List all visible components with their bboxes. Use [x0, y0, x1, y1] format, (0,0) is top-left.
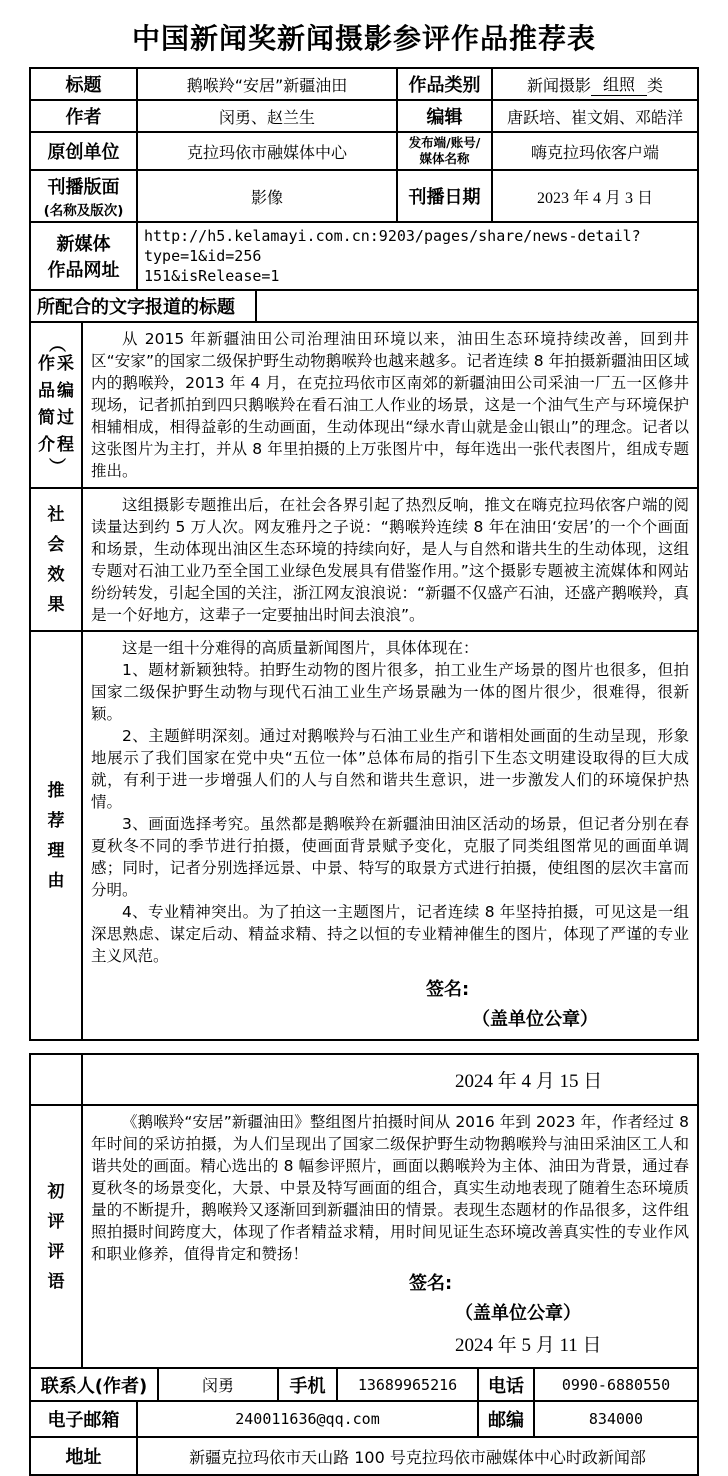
reason-paragraph-1: 1、题材新颖独特。拍野生动物的图片很多，拍工业生产场景的图片也很多，但拍国家二级保护野生动物与现代石油工业生产场景融为一体的图片很少，很难得，很新颖。 — [91, 661, 689, 723]
intro-bracket-open: （ — [46, 335, 66, 353]
address-label: 地址 — [31, 1438, 138, 1474]
zip-value: 834000 — [588, 1410, 644, 1428]
row-title-category — [31, 69, 697, 101]
main-info-table — [29, 67, 699, 1041]
row-report-title — [31, 291, 697, 323]
pubdate-value: 2023 年 4 月 3 日 — [536, 189, 653, 207]
intro-bracket-close: ） — [46, 457, 66, 475]
reason-sign-block — [426, 975, 689, 1035]
reason-label-chars: 推荐理由 — [47, 780, 65, 891]
layout-value: 影像 — [138, 171, 398, 221]
review-text-cell — [83, 1106, 697, 1367]
title-value: 鹅喉羚“安居”新疆油田 — [138, 69, 398, 99]
phone-label: 电话 — [479, 1369, 535, 1400]
review-label-chars: 初评评语 — [47, 1181, 65, 1292]
reason-paragraph-2: 2、主题鲜明深刻。通过对鹅喉羚与石油工业生产和谐相处画面的生动呈现，形象地展示了我们国家在党中央“五位一体”总体布局的指引下生态文明建设取得的巨大成就，有利于进一步增强人们的人与自然和谐共生意识，进一步激发人们的环境保护热情。 — [91, 727, 689, 811]
report-title-label: 所配合的文字报道的标题 — [31, 291, 257, 321]
row-review-date1 — [31, 1055, 697, 1106]
layout-label — [31, 171, 138, 221]
layout-label-sub: (名称及版次) — [43, 203, 124, 219]
review-contact-table — [29, 1053, 699, 1476]
reason-paragraph-3: 3、画面选择考究。虽然都是鹅喉羚在新疆油田油区活动的场景，但记者分别在春夏秋冬不同的季节进行拍摄，使画面背景赋予变化，克服了同类组图常见的画面单调感；同时，记者分别选择远景、中景、特写的取景方式进行拍摄，使组图的层次丰富而分明。 — [91, 815, 689, 899]
url-line2: 151&isRelease=1 — [144, 267, 280, 285]
url-label-line1: 新媒体 — [56, 234, 111, 255]
platform-label-line1: 发布端/账号/ — [408, 135, 481, 150]
intro-label — [31, 323, 83, 487]
url-value — [138, 223, 697, 289]
org-value: 克拉玛依市融媒体中心 — [138, 133, 398, 169]
mobile-label: 手机 — [279, 1369, 338, 1400]
reason-label — [31, 632, 83, 1039]
title-label: 标题 — [31, 69, 138, 99]
intro-text-cell — [83, 323, 697, 487]
contact-value: 闵勇 — [159, 1369, 279, 1400]
reason-text-cell — [83, 632, 697, 1039]
platform-label-line2: 媒体名称 — [419, 151, 470, 166]
category-underlined-value: 组照 — [591, 72, 647, 96]
effect-label-chars: 社会效果 — [47, 504, 65, 615]
report-title-value — [257, 291, 697, 321]
effect-label — [31, 489, 83, 630]
org-label: 原创单位 — [31, 133, 138, 169]
review-sign-block — [409, 1269, 689, 1363]
platform-value: 嗨克拉玛依客户端 — [530, 142, 659, 162]
intro-paragraph: 从 2015 年新疆油田公司治理油田环境以来，油田生态环境持续改善，回到井区“安家”的国家二级保护野生动物鹅喉羚也越来越多。记者连续 8 年拍摄新疆油田区域内的鹅喉羚，2013 年 4 月，在克拉玛依市区南郊的新疆油田公司采油一厂五一区修井现场，记者抓拍到四只鹅喉羚在看石油工人作业的场景，这是一个油气生产与环境保护相辅相成，相得益彰的生动画面，生动体现出“绿水青山就是金山银山”的理念。记者以这张图片为主打，并从 8 年里拍摄的上万张图片中，每年选出一张代表图片，组成专题推出。 — [91, 330, 689, 480]
editor-value: 唐跃培、崔文娟、邓皓洋 — [506, 107, 683, 127]
category-prefix: 新闻摄影 — [526, 75, 591, 95]
row-url — [31, 223, 697, 291]
intro-label-columns — [37, 351, 75, 459]
zip-label: 邮编 — [479, 1402, 535, 1436]
row-layout-pubdate — [31, 171, 697, 223]
row-email-zip — [31, 1402, 697, 1438]
row-org-platform — [31, 133, 697, 171]
review-date-empty-cell — [31, 1055, 83, 1104]
editor-label: 编辑 — [398, 101, 493, 131]
url-label — [31, 223, 138, 289]
row-contact-person — [31, 1369, 697, 1402]
review-date1-value: 2024 年 4 月 15 日 — [455, 1071, 603, 1092]
intro-label-col2: 采编过程 — [57, 354, 74, 455]
row-author-editor — [31, 101, 697, 133]
contact-label: 联系人(作者) — [31, 1369, 159, 1400]
reason-paragraph-4: 4、专业精神突出。为了拍这一主题图片，记者连续 8 年坚持拍摄，可见这是一组深思熟虑、谋定后动、精益求精、持之以恒的专业精神催生的图片，体现了严谨的专业主义风范。 — [91, 903, 689, 965]
row-address — [31, 1438, 697, 1474]
effect-paragraph: 这组摄影专题推出后，在社会各界引起了热烈反响，推文在嗨克拉玛依客户端的阅读量达到约 5 万人次。网友雅丹之子说：“鹅喉羚连续 8 年在油田‘安居’的一个个画面和场景，生动体现出油区生态环境的持续向好，是人与自然和谐共生的生动体现，这组专题对石油工业乃至全国工业绿色发展具有借鉴作用。”这个摄影专题被主流媒体和网站纷纷转发，引起全国的关注，浙江网友浪浪说：“新疆不仅盛产石油，还盛产鹅喉羚，真是一个好地方，这辈子一定要抽出时间去浪浪”。 — [91, 496, 689, 624]
review-sign-label: 签名: — [409, 1273, 453, 1294]
section-intro — [31, 323, 697, 489]
phone-value: 0990-6880550 — [561, 1375, 671, 1394]
review-date2-value: 2024 年 5 月 11 日 — [455, 1335, 602, 1356]
email-value: 240011636@qq.com — [138, 1402, 479, 1436]
review-seal-label: （盖单位公章） — [455, 1303, 581, 1324]
email-label: 电子邮箱 — [31, 1402, 138, 1436]
layout-label-main: 刊播版面 — [47, 177, 120, 198]
effect-text-cell — [83, 489, 697, 630]
section-effect — [31, 489, 697, 632]
category-value — [493, 69, 697, 99]
address-value: 新疆克拉玛依市天山路 100 号克拉玛依市融媒体中心时政新闻部 — [189, 1447, 646, 1467]
page-title: 中国新闻奖新闻摄影参评作品推荐表 — [131, 22, 596, 55]
category-suffix: 类 — [647, 75, 664, 95]
reason-seal-label: （盖单位公章） — [472, 1009, 598, 1030]
section-reason — [31, 632, 697, 1039]
author-value: 闵勇、赵兰生 — [138, 101, 398, 131]
intro-label-col1: 作品简介 — [38, 354, 55, 455]
author-label: 作者 — [31, 101, 138, 131]
url-label-line2: 作品网址 — [47, 260, 120, 281]
category-label: 作品类别 — [398, 69, 493, 99]
url-line1: http://h5.kelamayi.com.cn:9203/pages/share/news-detail?type=1&id=256 — [144, 227, 641, 265]
review-label — [31, 1106, 83, 1367]
mobile-value: 13689965216 — [338, 1369, 479, 1400]
section-review — [31, 1106, 697, 1369]
review-paragraph: 《鹅喉羚“安居”新疆油田》整组图片拍摄时间从 2016 年到 2023 年，作者经过 8 年时间的采访拍摄，为人们呈现出了国家二级保护野生动物鹅喉羚与油田采油区工人和谐共处的画面。精心选出的 8 幅参评照片，画面以鹅喉羚为主体、油田为背景，通过春夏秋冬的场景变化，大景、中景及特写画面的组合，真实生动地表现了随着生态环境质量的不断提升，鹅喉羚又逐渐回到新疆油田的情景。表现生态题材的作品很多，这件组照拍摄时间跨度大，体现了作者精益求精，用时间见证生态环境改善真实性的专业作风和职业修养，值得肯定和赞扬！ — [91, 1113, 689, 1263]
pubdate-label: 刊播日期 — [398, 171, 493, 221]
platform-label — [398, 133, 493, 169]
reason-paragraph-0: 这是一组十分难得的高质量新闻图片，具体体现在： — [122, 639, 479, 657]
reason-sign-label: 签名: — [426, 979, 470, 1000]
